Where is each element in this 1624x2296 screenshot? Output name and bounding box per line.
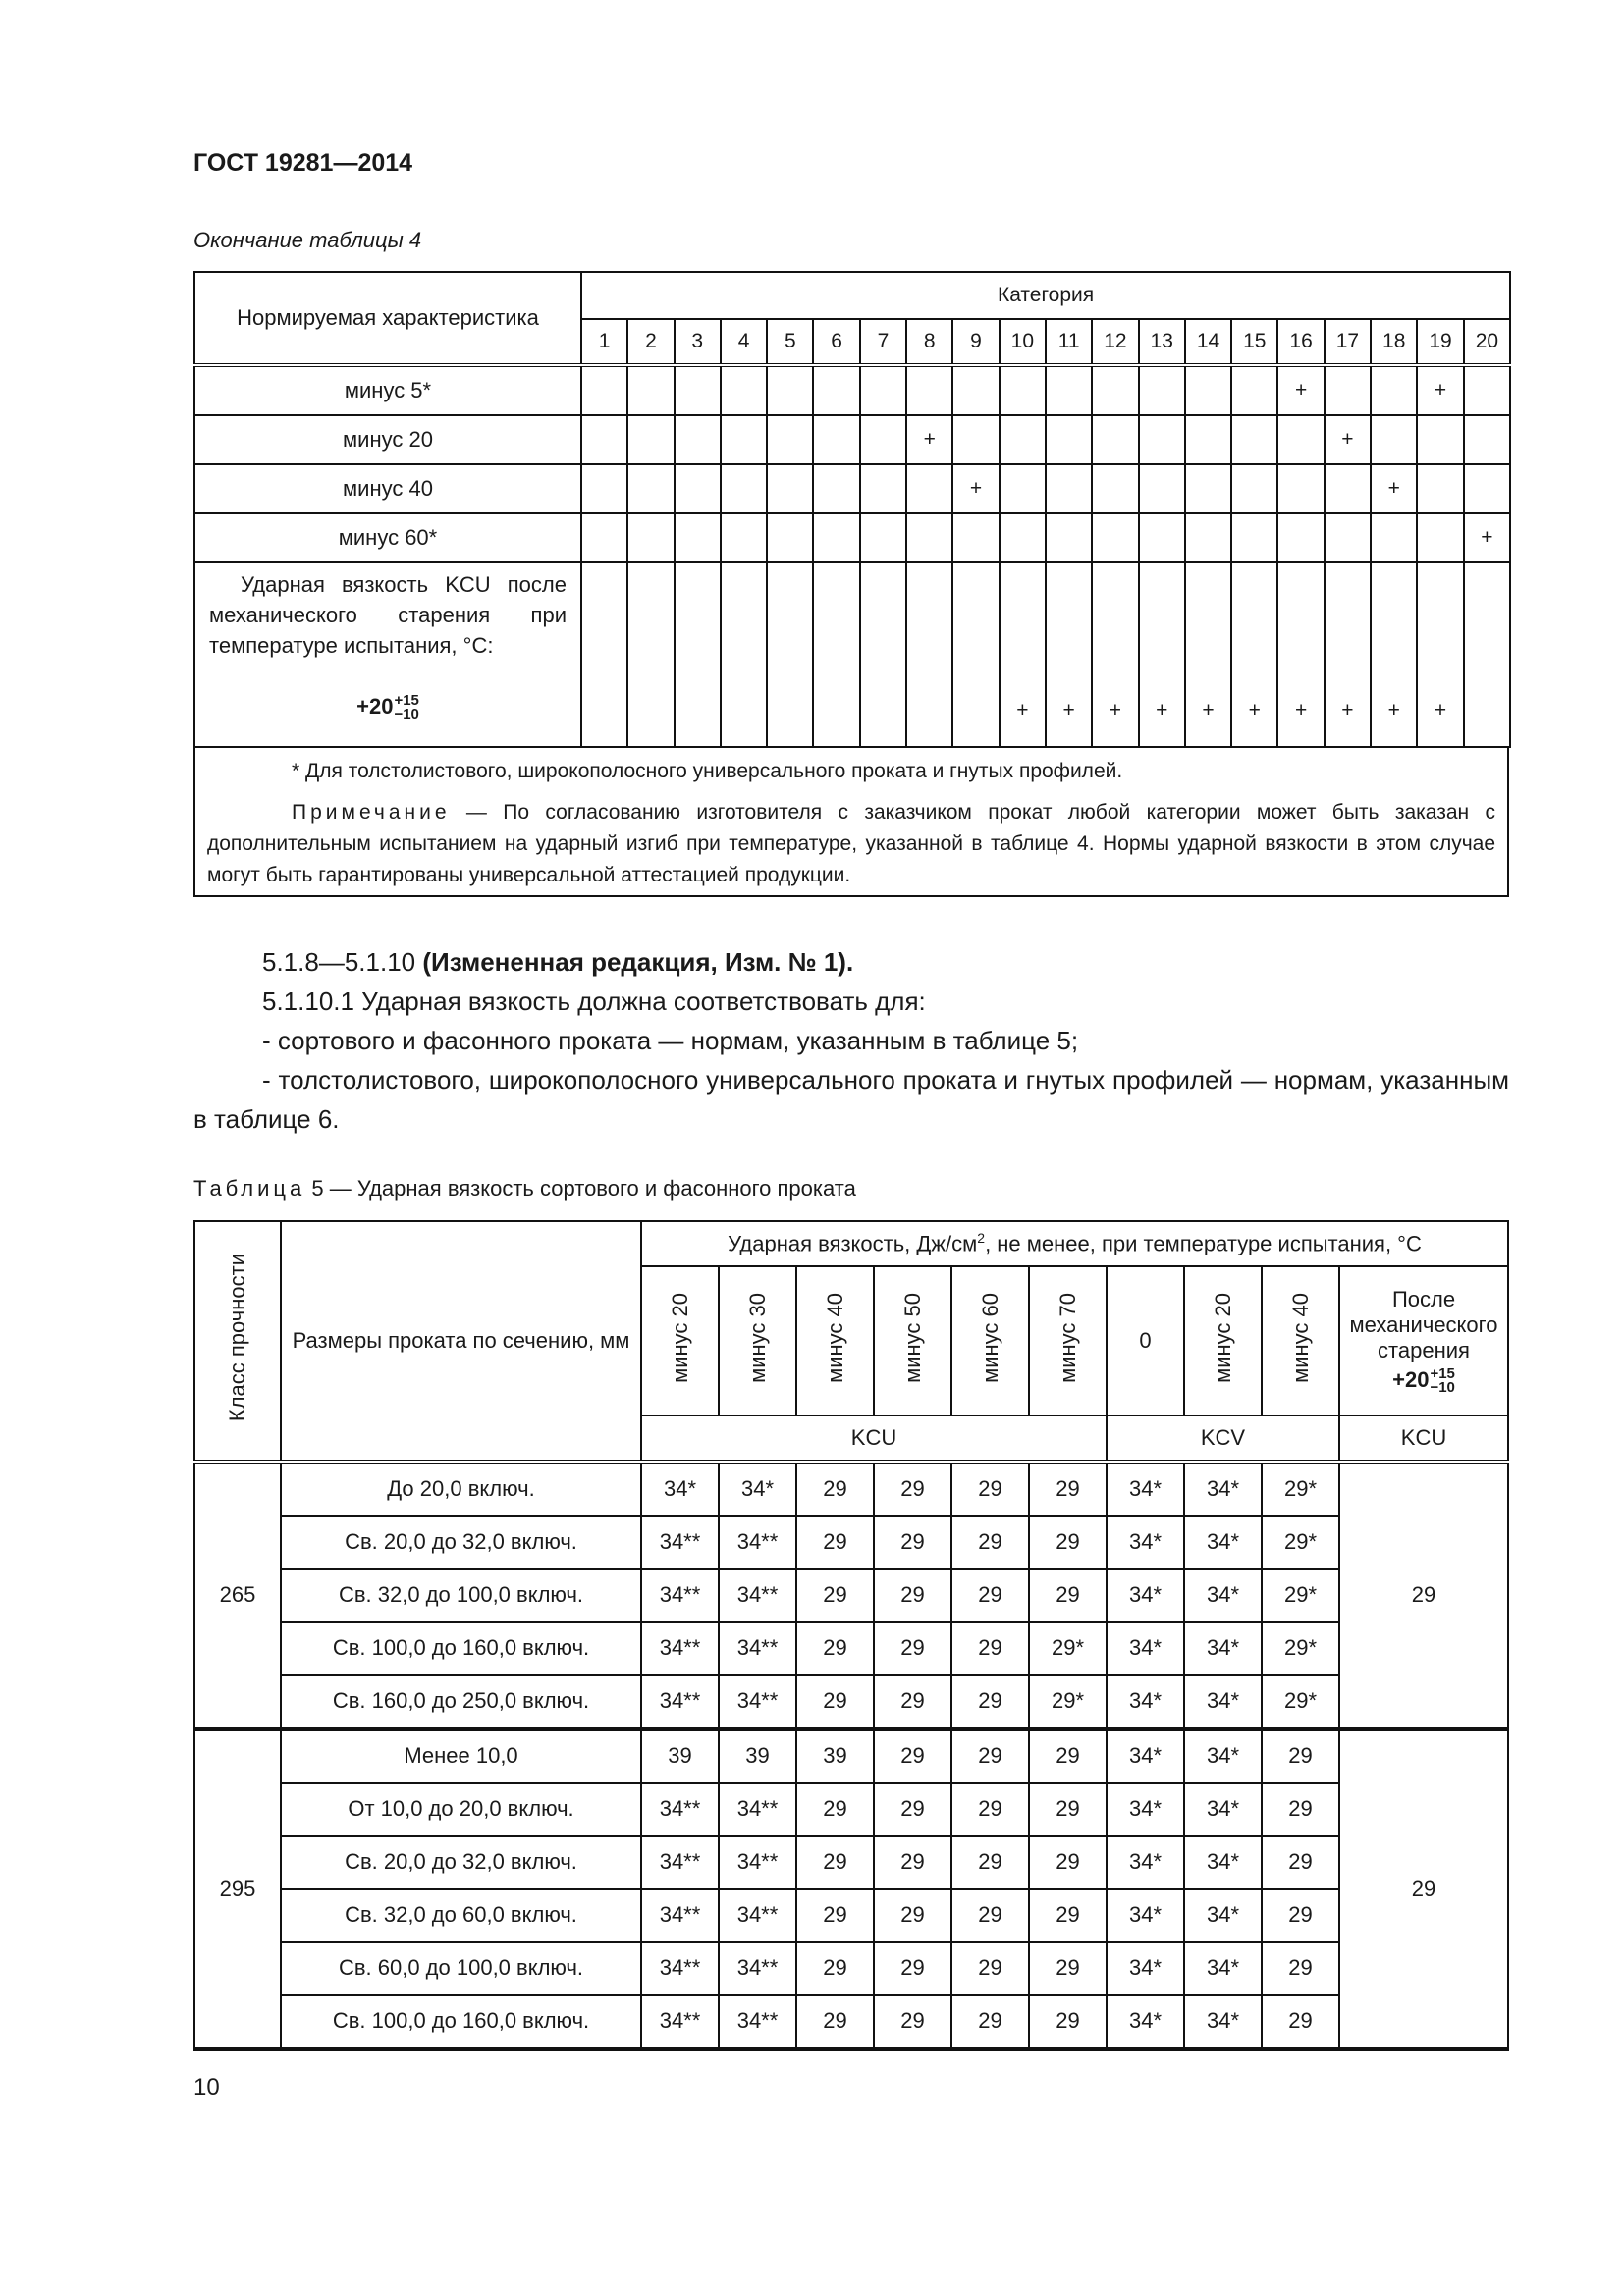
impact-value: 34** xyxy=(641,1783,719,1836)
impact-value: 29* xyxy=(1262,1516,1339,1569)
impact-value: 34* xyxy=(641,1462,719,1516)
impact-value: 29 xyxy=(951,1622,1029,1675)
size-range: Менее 10,0 xyxy=(281,1729,641,1783)
impact-value: 34** xyxy=(641,1675,719,1729)
category-mark xyxy=(813,365,859,415)
aging-value: 29 xyxy=(1339,1462,1508,1729)
category-17: 17 xyxy=(1325,319,1371,365)
category-5: 5 xyxy=(767,319,813,365)
strength-class-header: Класс прочности xyxy=(194,1221,281,1462)
impact-value: 34** xyxy=(719,1836,796,1889)
impact-value: 34* xyxy=(1184,1783,1262,1836)
category-mark: + xyxy=(906,415,952,464)
category-mark xyxy=(1371,415,1417,464)
impact-value: 34** xyxy=(641,1836,719,1889)
category-mark xyxy=(767,513,813,562)
strength-class: 265 xyxy=(194,1462,281,1729)
category-mark xyxy=(1046,415,1092,464)
category-mark xyxy=(1139,513,1185,562)
category-mark: + xyxy=(1417,562,1463,747)
impact-value: 34** xyxy=(719,1622,796,1675)
impact-value: 34* xyxy=(719,1462,796,1516)
impact-value: 29 xyxy=(1029,1783,1107,1836)
category-mark xyxy=(1277,513,1324,562)
table-row xyxy=(194,1942,1508,1995)
category-mark xyxy=(675,365,721,415)
impact-value: 34** xyxy=(641,1516,719,1569)
category-mark xyxy=(627,365,674,415)
impact-value: 34* xyxy=(1184,1729,1262,1783)
impact-value: 29 xyxy=(1262,1995,1339,2049)
category-mark xyxy=(1185,365,1231,415)
kcv-group-header: KCV xyxy=(1107,1415,1339,1462)
body-text xyxy=(193,942,1509,1139)
row-label: минус 20 xyxy=(194,415,581,464)
list-item-section-profile: - сортового и фасонного проката — нормам, указанным в таблице 5; xyxy=(262,1026,1079,1055)
impact-value: 34** xyxy=(641,1569,719,1622)
category-mark xyxy=(581,464,627,513)
impact-value: 34* xyxy=(1184,1462,1262,1516)
category-mark xyxy=(675,513,721,562)
category-13: 13 xyxy=(1139,319,1185,365)
category-mark xyxy=(813,415,859,464)
category-mark xyxy=(952,365,999,415)
category-1: 1 xyxy=(581,319,627,365)
category-mark xyxy=(906,513,952,562)
category-11: 11 xyxy=(1046,319,1092,365)
impact-value: 29 xyxy=(1262,1942,1339,1995)
size-range: Св. 20,0 до 32,0 включ. xyxy=(281,1516,641,1569)
impact-value: 29 xyxy=(874,1622,951,1675)
impact-value: 29 xyxy=(951,1889,1029,1942)
category-mark xyxy=(1277,464,1324,513)
temperature-header: минус 60 xyxy=(951,1266,1029,1415)
impact-value: 29 xyxy=(951,1569,1029,1622)
impact-value: 29 xyxy=(874,1569,951,1622)
category-mark xyxy=(952,562,999,747)
table-row xyxy=(194,1675,1508,1729)
impact-value: 29 xyxy=(951,1462,1029,1516)
impact-value: 34** xyxy=(719,1889,796,1942)
category-mark xyxy=(1139,415,1185,464)
category-mark xyxy=(1000,513,1046,562)
category-mark: + xyxy=(1231,562,1277,747)
impact-value: 34* xyxy=(1107,1462,1184,1516)
category-header: Категория xyxy=(581,272,1510,319)
table-row xyxy=(194,1462,1508,1516)
table-row xyxy=(194,1569,1508,1622)
size-range: Св. 160,0 до 250,0 включ. xyxy=(281,1675,641,1729)
category-mark xyxy=(675,415,721,464)
aging-kcu-header: KCU xyxy=(1339,1415,1508,1462)
category-mark xyxy=(721,562,767,747)
table-row xyxy=(194,513,1510,562)
impact-value: 29 xyxy=(796,1783,874,1836)
impact-value: 29 xyxy=(1029,1569,1107,1622)
amendment-note: (Измененная редакция, Изм. № 1). xyxy=(422,947,854,977)
row-label: Ударная вязкость KCU после механического старения при температуре испытания, °С: +20 +15 −10 xyxy=(194,562,581,747)
impact-value: 34* xyxy=(1107,1942,1184,1995)
category-mark xyxy=(1000,415,1046,464)
category-mark xyxy=(1046,513,1092,562)
impact-value: 29* xyxy=(1262,1622,1339,1675)
category-mark xyxy=(813,513,859,562)
category-mark xyxy=(860,365,906,415)
strength-class: 295 xyxy=(194,1729,281,2049)
impact-value: 39 xyxy=(641,1729,719,1783)
impact-value: 29 xyxy=(951,1783,1029,1836)
impact-value: 34* xyxy=(1107,1836,1184,1889)
impact-value: 29 xyxy=(951,1836,1029,1889)
impact-value: 34* xyxy=(1107,1783,1184,1836)
category-16: 16 xyxy=(1277,319,1324,365)
impact-value: 34* xyxy=(1107,1622,1184,1675)
size-range: Св. 32,0 до 60,0 включ. xyxy=(281,1889,641,1942)
category-mark xyxy=(581,415,627,464)
category-mark xyxy=(767,464,813,513)
note-label: Примечание xyxy=(292,801,451,824)
impact-header: Ударная вязкость, $Дж/см^2$, не менее, при температуре испытания, °С xyxy=(641,1221,1508,1266)
category-mark: + xyxy=(1277,562,1324,747)
category-mark xyxy=(1231,365,1277,415)
impact-value: 29 xyxy=(874,1995,951,2049)
impact-value: 34** xyxy=(719,1569,796,1622)
category-mark: + xyxy=(1000,562,1046,747)
characteristic-header: Нормируемая характеристика xyxy=(194,272,581,365)
category-mark xyxy=(1139,464,1185,513)
category-mark: + xyxy=(1464,513,1510,562)
impact-value: 29 xyxy=(874,1516,951,1569)
category-mark xyxy=(1092,464,1138,513)
impact-value: 29 xyxy=(874,1889,951,1942)
impact-value: 34* xyxy=(1107,1729,1184,1783)
category-mark xyxy=(721,513,767,562)
table-5 xyxy=(193,1220,1509,2051)
category-mark xyxy=(1000,365,1046,415)
category-mark: + xyxy=(1277,365,1324,415)
category-mark xyxy=(1231,464,1277,513)
category-12: 12 xyxy=(1092,319,1138,365)
table-row xyxy=(194,1995,1508,2049)
aging-value: 29 xyxy=(1339,1729,1508,2049)
category-mark xyxy=(1092,415,1138,464)
table-continuation-caption: Окончание таблицы 4 xyxy=(193,228,422,252)
category-mark xyxy=(581,513,627,562)
impact-value: 34* xyxy=(1184,1942,1262,1995)
table-4 xyxy=(193,271,1511,748)
temperature-header: минус 40 xyxy=(1262,1266,1339,1415)
category-mark xyxy=(860,415,906,464)
category-mark xyxy=(813,562,859,747)
row-label: минус 40 xyxy=(194,464,581,513)
size-range: Св. 60,0 до 100,0 включ. xyxy=(281,1942,641,1995)
category-mark xyxy=(860,513,906,562)
impact-value: 29* xyxy=(1262,1569,1339,1622)
document-code: ГОСТ 19281—2014 xyxy=(193,149,413,177)
category-mark xyxy=(1417,513,1463,562)
impact-value: 29 xyxy=(874,1462,951,1516)
category-mark xyxy=(627,513,674,562)
category-mark xyxy=(1464,365,1510,415)
kcu-group-header: KCU xyxy=(641,1415,1107,1462)
size-range: Св. 32,0 до 100,0 включ. xyxy=(281,1569,641,1622)
table-4-notes xyxy=(193,746,1509,897)
category-3: 3 xyxy=(675,319,721,365)
size-header: Размеры проката по сечению, мм xyxy=(281,1221,641,1462)
category-mark xyxy=(1417,415,1463,464)
category-mark: + xyxy=(1371,562,1417,747)
table-row xyxy=(194,1516,1508,1569)
category-mark xyxy=(1464,562,1510,747)
table-row xyxy=(194,365,1510,415)
category-mark xyxy=(627,562,674,747)
impact-value: 29 xyxy=(796,1622,874,1675)
category-15: 15 xyxy=(1231,319,1277,365)
category-mark xyxy=(1139,365,1185,415)
table-row xyxy=(194,1783,1508,1836)
impact-value: 29 xyxy=(874,1942,951,1995)
category-mark xyxy=(906,365,952,415)
category-mark xyxy=(860,562,906,747)
impact-value: 34** xyxy=(719,1675,796,1729)
category-mark xyxy=(813,464,859,513)
category-mark xyxy=(860,464,906,513)
impact-value: 29 xyxy=(951,1516,1029,1569)
category-mark xyxy=(906,464,952,513)
category-mark xyxy=(1231,415,1277,464)
impact-value: 34* xyxy=(1107,1569,1184,1622)
row-label: минус 60* xyxy=(194,513,581,562)
impact-value: 29* xyxy=(1262,1462,1339,1516)
note-text: — По согласованию изготовителя с заказчиком прокат любой категории может быть заказан с дополнительным испытанием на ударный изгиб при температуре, указанной в таблице 4. Нормы ударной вязкости в этом случае могут быть гарантированы универсальной аттестацией продукции. xyxy=(207,801,1495,886)
category-mark xyxy=(675,562,721,747)
category-mark xyxy=(1371,513,1417,562)
impact-value: 29 xyxy=(874,1729,951,1783)
category-14: 14 xyxy=(1185,319,1231,365)
impact-value: 29 xyxy=(796,1889,874,1942)
category-mark xyxy=(1464,464,1510,513)
temperature-header: минус 40 xyxy=(796,1266,874,1415)
impact-value: 29 xyxy=(796,1569,874,1622)
impact-value: 29 xyxy=(874,1783,951,1836)
category-mark xyxy=(1325,513,1371,562)
impact-value: 29 xyxy=(1029,1516,1107,1569)
impact-value: 29 xyxy=(1029,1462,1107,1516)
category-mark xyxy=(721,365,767,415)
impact-value: 34* xyxy=(1184,1836,1262,1889)
impact-value: 29* xyxy=(1262,1675,1339,1729)
temperature-header: минус 70 xyxy=(1029,1266,1107,1415)
category-mark: + xyxy=(1092,562,1138,747)
temperature-header: минус 50 xyxy=(874,1266,951,1415)
category-mark xyxy=(1092,513,1138,562)
category-10: 10 xyxy=(1000,319,1046,365)
impact-value: 29 xyxy=(874,1836,951,1889)
impact-value: 34** xyxy=(641,1622,719,1675)
category-mark xyxy=(1046,464,1092,513)
impact-value: 29 xyxy=(1262,1729,1339,1783)
category-mark xyxy=(721,464,767,513)
category-mark xyxy=(1185,464,1231,513)
impact-value: 34** xyxy=(719,1516,796,1569)
temperature-header: минус 30 xyxy=(719,1266,796,1415)
impact-value: 34* xyxy=(1184,1889,1262,1942)
impact-value: 29 xyxy=(874,1675,951,1729)
impact-value: 29* xyxy=(1029,1675,1107,1729)
category-mark xyxy=(952,415,999,464)
impact-value: 39 xyxy=(796,1729,874,1783)
impact-value: 29 xyxy=(1029,1995,1107,2049)
category-mark xyxy=(1000,464,1046,513)
impact-value: 34* xyxy=(1107,1995,1184,2049)
category-mark xyxy=(952,513,999,562)
impact-value: 29 xyxy=(951,1995,1029,2049)
impact-value: 34* xyxy=(1107,1889,1184,1942)
table-row xyxy=(194,464,1510,513)
category-mark xyxy=(1277,415,1324,464)
size-range: Св. 20,0 до 32,0 включ. xyxy=(281,1836,641,1889)
impact-value: 29 xyxy=(1029,1889,1107,1942)
table-row xyxy=(194,1622,1508,1675)
category-mark xyxy=(1417,464,1463,513)
impact-value: 29 xyxy=(1029,1942,1107,1995)
category-mark xyxy=(1464,415,1510,464)
category-mark xyxy=(627,464,674,513)
category-mark xyxy=(767,365,813,415)
impact-value: 29 xyxy=(796,1462,874,1516)
table-row-kcu-aging xyxy=(194,562,1510,747)
category-mark xyxy=(627,415,674,464)
category-mark xyxy=(721,415,767,464)
category-mark: + xyxy=(1185,562,1231,747)
category-6: 6 xyxy=(813,319,859,365)
impact-value: 29 xyxy=(1262,1889,1339,1942)
temperature-header: 0 xyxy=(1107,1266,1184,1415)
impact-value: 34** xyxy=(719,1783,796,1836)
category-mark: + xyxy=(1139,562,1185,747)
category-mark: + xyxy=(1325,562,1371,747)
table-row xyxy=(194,415,1510,464)
category-2: 2 xyxy=(627,319,674,365)
category-mark xyxy=(581,562,627,747)
category-mark: + xyxy=(1417,365,1463,415)
page-number: 10 xyxy=(193,2074,220,2101)
aging-temperature-tolerance: +20 +15 −10 xyxy=(356,692,419,723)
category-mark: + xyxy=(1371,464,1417,513)
impact-value: 34** xyxy=(719,1942,796,1995)
size-range: Св. 100,0 до 160,0 включ. xyxy=(281,1622,641,1675)
impact-value: 29 xyxy=(1029,1836,1107,1889)
category-18: 18 xyxy=(1371,319,1417,365)
category-mark xyxy=(1185,415,1231,464)
category-mark xyxy=(1092,365,1138,415)
impact-value: 34** xyxy=(719,1995,796,2049)
note xyxy=(195,787,1507,891)
size-range: Св. 100,0 до 160,0 включ. xyxy=(281,1995,641,2049)
impact-value: 34* xyxy=(1107,1516,1184,1569)
impact-value: 29 xyxy=(951,1675,1029,1729)
table-row xyxy=(194,1889,1508,1942)
paragraph-5-1-8: 5.1.8—5.1.10 (Измененная редакция, Изм. № 1). xyxy=(262,947,854,977)
aging-header: После механического старения +20 +15 −10 xyxy=(1339,1266,1508,1415)
temperature-header: минус 20 xyxy=(1184,1266,1262,1415)
category-9: 9 xyxy=(952,319,999,365)
footnote: * Для толстолистового, широкополосного универсального проката и гнутых профилей. xyxy=(292,760,1123,782)
table-5-caption: Таблица 5 — Ударная вязкость сортового и фасонного проката xyxy=(193,1176,856,1201)
table-row xyxy=(194,1729,1508,1783)
category-mark xyxy=(1231,513,1277,562)
impact-value: 29 xyxy=(796,1516,874,1569)
row-label: минус 5* xyxy=(194,365,581,415)
category-mark xyxy=(1325,464,1371,513)
impact-value: 29 xyxy=(1262,1836,1339,1889)
impact-value: 34* xyxy=(1184,1995,1262,2049)
temperature-header: минус 20 xyxy=(641,1266,719,1415)
paragraph-5-1-10-1: 5.1.10.1 Ударная вязкость должна соответствовать для: xyxy=(262,987,926,1016)
category-mark xyxy=(767,415,813,464)
category-mark: + xyxy=(1325,415,1371,464)
impact-value: 34* xyxy=(1184,1516,1262,1569)
impact-value: 29 xyxy=(951,1942,1029,1995)
impact-value: 39 xyxy=(719,1729,796,1783)
category-mark xyxy=(1046,365,1092,415)
size-range: До 20,0 включ. xyxy=(281,1462,641,1516)
category-mark xyxy=(1185,513,1231,562)
category-8: 8 xyxy=(906,319,952,365)
impact-value: 29 xyxy=(1029,1729,1107,1783)
size-range: От 10,0 до 20,0 включ. xyxy=(281,1783,641,1836)
impact-value: 34* xyxy=(1184,1622,1262,1675)
category-mark: + xyxy=(1046,562,1092,747)
category-20: 20 xyxy=(1464,319,1510,365)
category-mark xyxy=(767,562,813,747)
category-mark xyxy=(581,365,627,415)
category-mark xyxy=(675,464,721,513)
impact-value: 34* xyxy=(1184,1569,1262,1622)
category-mark xyxy=(1371,365,1417,415)
impact-value: 29 xyxy=(796,1942,874,1995)
impact-value: 29 xyxy=(1262,1783,1339,1836)
category-mark xyxy=(1325,365,1371,415)
aging-header-temperature-tolerance: +20 +15 −10 xyxy=(1392,1365,1455,1397)
impact-value: 29* xyxy=(1029,1622,1107,1675)
impact-value: 34** xyxy=(641,1995,719,2049)
impact-value: 34** xyxy=(641,1889,719,1942)
impact-value: 29 xyxy=(796,1675,874,1729)
table-row xyxy=(194,1836,1508,1889)
impact-value: 34* xyxy=(1184,1675,1262,1729)
category-mark xyxy=(906,562,952,747)
list-item-plate: - толстолистового, широкополосного универсального проката и гнутых профилей — нормам, указанным в таблице 6. xyxy=(193,1065,1509,1134)
category-4: 4 xyxy=(721,319,767,365)
category-mark: + xyxy=(952,464,999,513)
impact-value: 29 xyxy=(796,1995,874,2049)
impact-value: 29 xyxy=(951,1729,1029,1783)
category-7: 7 xyxy=(860,319,906,365)
impact-value: 34* xyxy=(1107,1675,1184,1729)
impact-value: 34** xyxy=(641,1942,719,1995)
impact-value: 29 xyxy=(796,1836,874,1889)
category-19: 19 xyxy=(1417,319,1463,365)
